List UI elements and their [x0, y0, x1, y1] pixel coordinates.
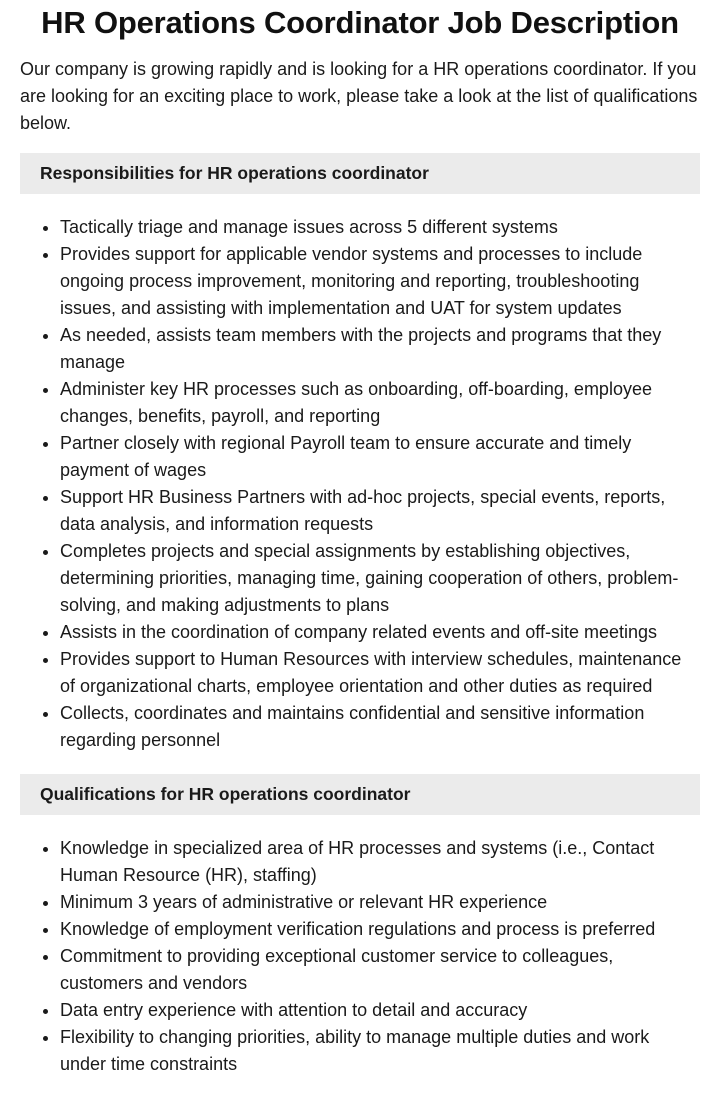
- responsibilities-heading: Responsibilities for HR operations coordinator: [20, 153, 700, 194]
- list-item: • Knowledge in specialized area of HR processes and systems (i.e., Contact Human Resource (HR), staffing): [60, 835, 700, 889]
- list-item: • Completes projects and special assignments by establishing objectives, determining priorities, managing time, gaining cooperation of others, problem-solving, and making adjustments to plans: [60, 538, 700, 619]
- list-item: • Administer key HR processes such as onboarding, off-boarding, employee changes, benefits, payroll, and reporting: [60, 376, 700, 430]
- list-item: • Minimum 3 years of administrative or relevant HR experience: [60, 889, 700, 916]
- list-item: • Data entry experience with attention to detail and accuracy: [60, 997, 700, 1024]
- qualifications-heading: Qualifications for HR operations coordinator: [20, 774, 700, 815]
- list-item: • Flexibility to changing priorities, ability to manage multiple duties and work under time constraints: [60, 1024, 700, 1078]
- list-item: • Tactically triage and manage issues across 5 different systems: [60, 214, 700, 241]
- list-item: • Partner closely with regional Payroll team to ensure accurate and timely payment of wages: [60, 430, 700, 484]
- list-item: • Provides support to Human Resources with interview schedules, maintenance of organizational charts, employee orientation and other duties as required: [60, 646, 700, 700]
- list-item: • Support HR Business Partners with ad-hoc projects, special events, reports, data analysis, and information requests: [60, 484, 700, 538]
- list-item: • Assists in the coordination of company related events and off-site meetings: [60, 619, 700, 646]
- list-item: • Knowledge of employment verification regulations and process is preferred: [60, 916, 700, 943]
- list-item: • Collects, coordinates and maintains confidential and sensitive information regarding personnel: [60, 700, 700, 754]
- list-item: • Provides support for applicable vendor systems and processes to include ongoing process improvement, monitoring and reporting, troubleshooting issues, and assisting with implementation and UAT for system updates: [60, 241, 700, 322]
- responsibilities-list: [20, 214, 700, 754]
- page-title: HR Operations Coordinator Job Description: [41, 5, 679, 40]
- intro-paragraph: Our company is growing rapidly and is looking for a HR operations coordinator. If you are looking for an exciting place to work, please take a look at the list of qualifications below.: [20, 59, 698, 133]
- qualifications-list: [20, 835, 700, 1078]
- list-item: • Commitment to providing exceptional customer service to colleagues, customers and vendors: [60, 943, 700, 997]
- list-item: • As needed, assists team members with the projects and programs that they manage: [60, 322, 700, 376]
